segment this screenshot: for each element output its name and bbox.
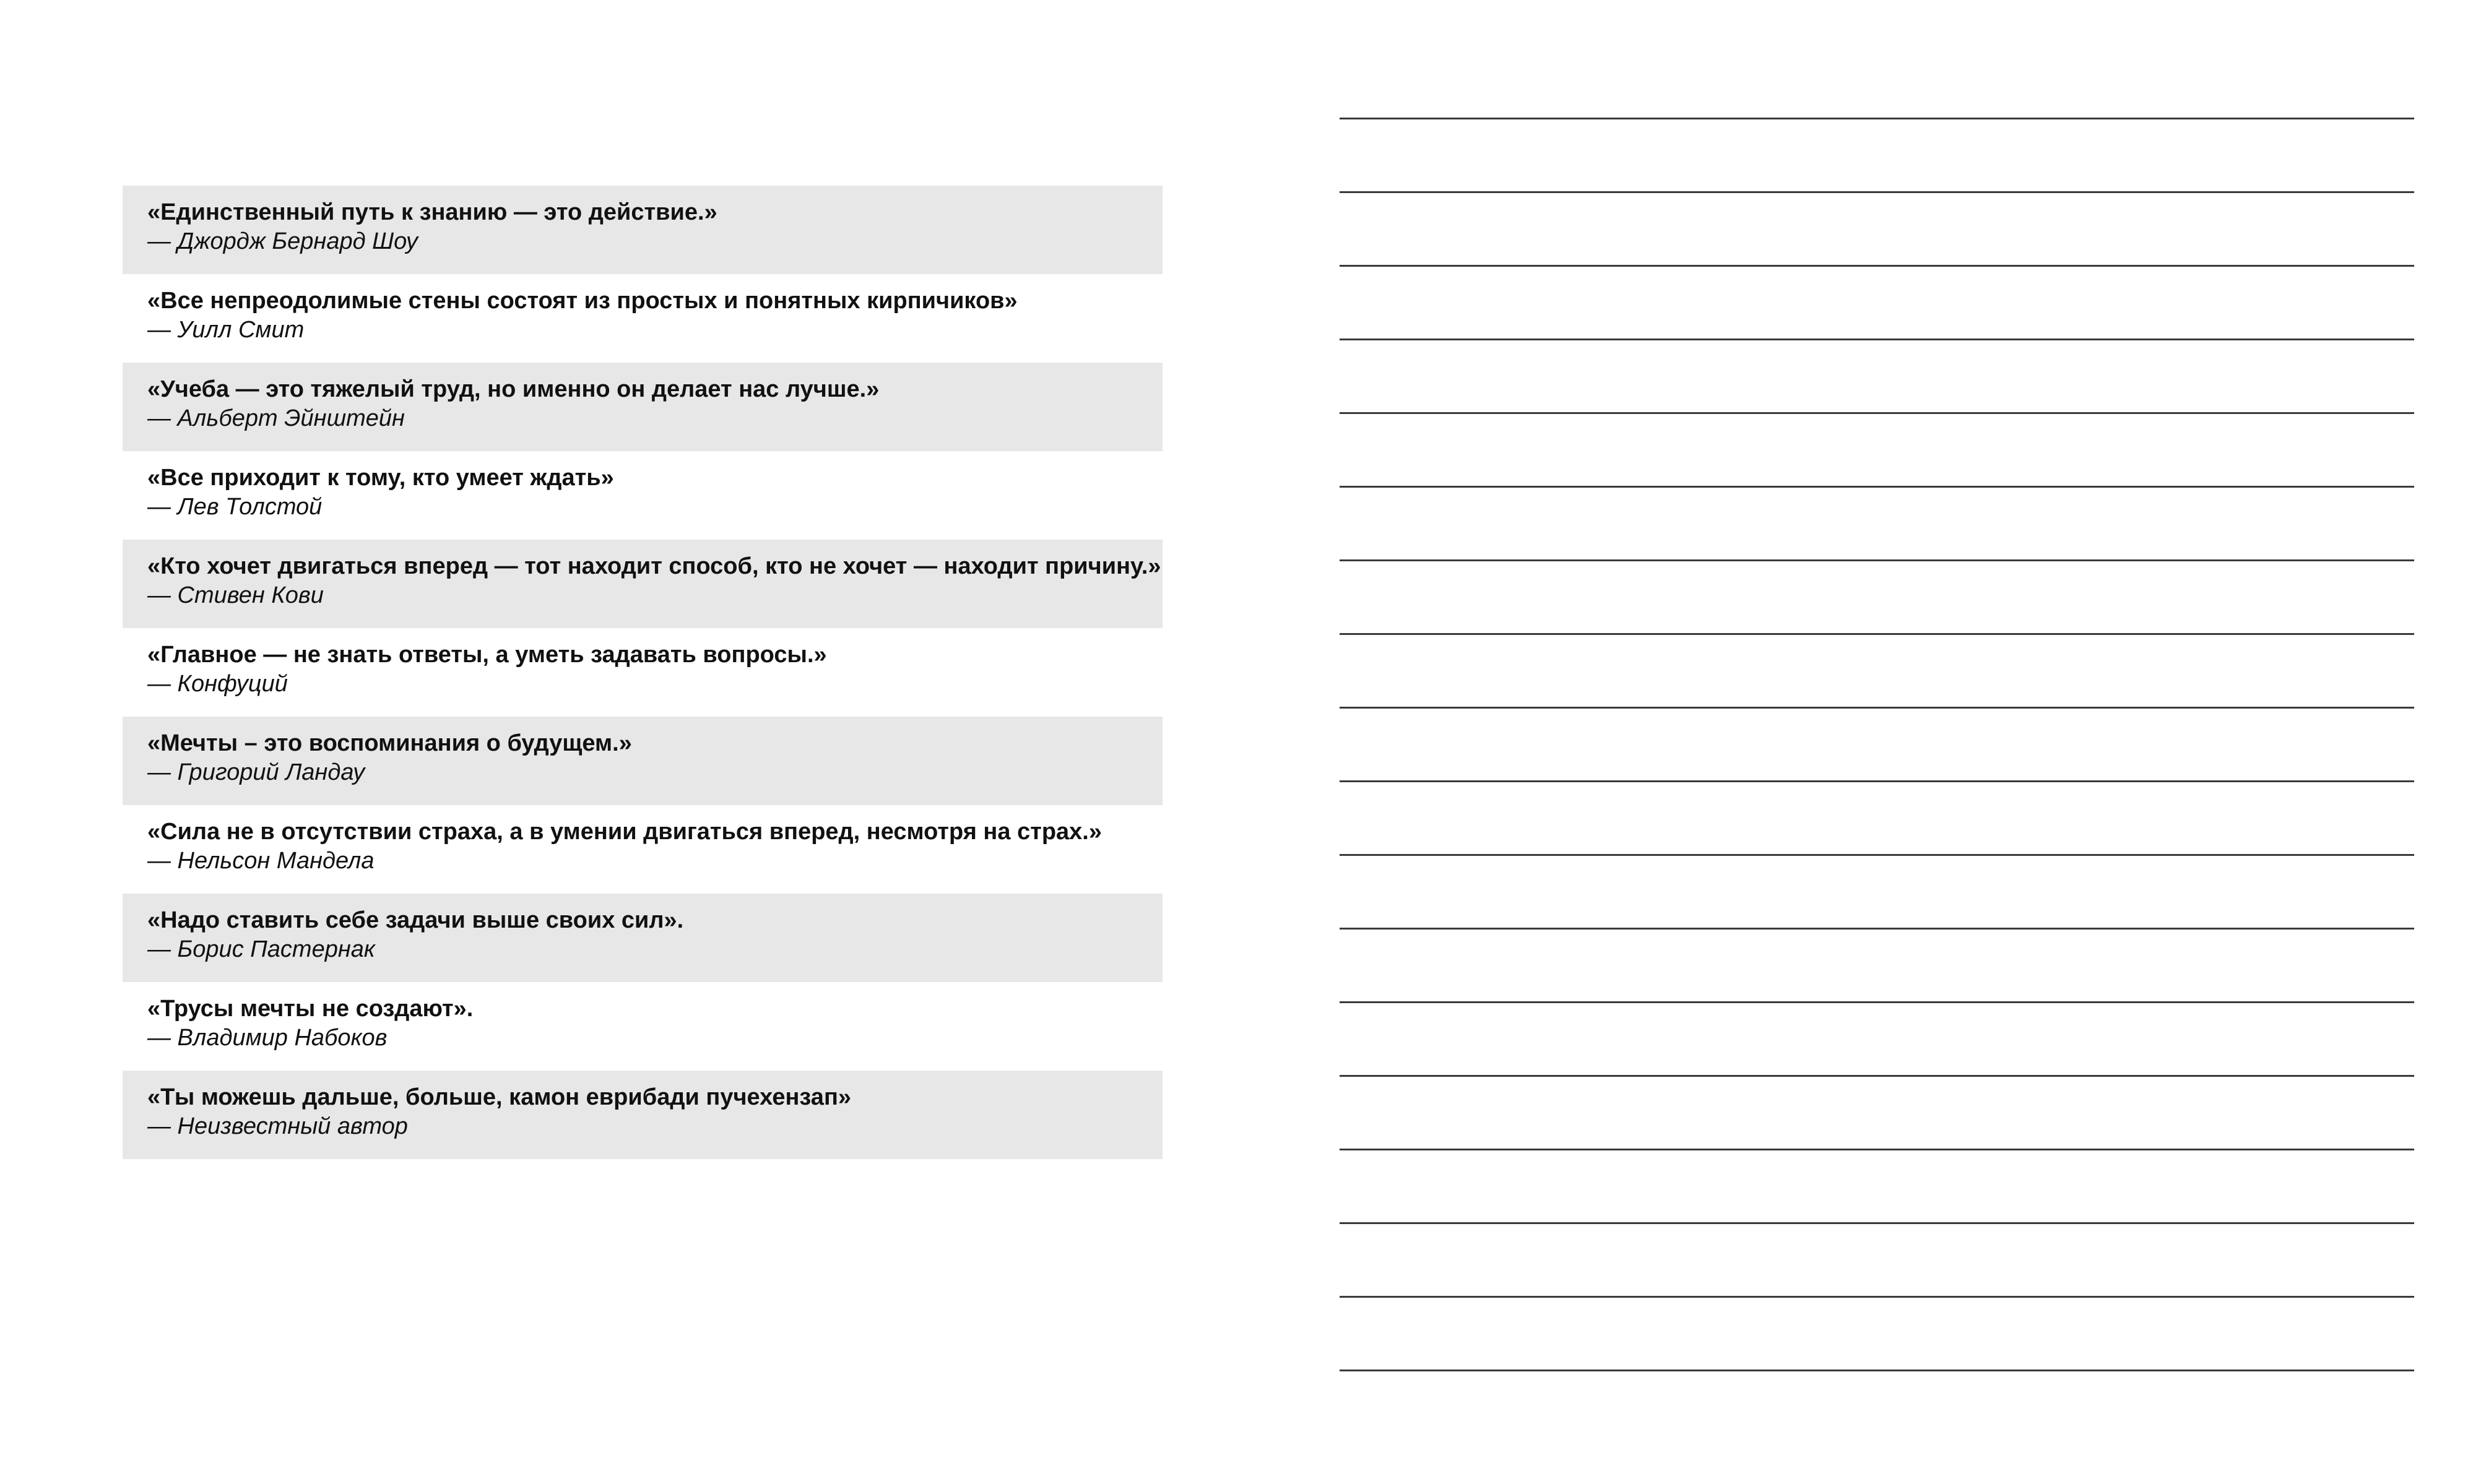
note-line[interactable] (1340, 118, 2414, 191)
note-line[interactable] (1340, 1222, 2414, 1296)
quote-author: — Конфуций (147, 671, 288, 697)
quote-author: — Владимир Набоков (147, 1025, 388, 1051)
quote-item-5 (123, 540, 1163, 628)
quotes-list (123, 186, 1163, 1159)
note-line[interactable] (1340, 633, 2414, 707)
note-line[interactable] (1340, 854, 2414, 928)
quote-text: «Единственный путь к знанию — это действие.» (147, 199, 717, 225)
quote-author: — Неизвестный автор (147, 1113, 408, 1139)
quote-text: «Надо ставить себе задачи выше своих сил». (147, 907, 684, 933)
note-line[interactable] (1340, 1370, 2414, 1443)
notes-lines (1340, 118, 2414, 1443)
note-line[interactable] (1340, 1075, 2414, 1149)
quote-item-6 (123, 628, 1163, 717)
quote-text: «Все приходит к тому, кто умеет ждать» (147, 465, 614, 491)
quote-text: «Кто хочет двигаться вперед — тот находит способ, кто не хочет — находит причину.» (147, 553, 1161, 579)
quote-text: «Главное — не знать ответы, а уметь задавать вопросы.» (147, 642, 827, 668)
quote-item-7 (123, 717, 1163, 805)
note-line[interactable] (1340, 707, 2414, 780)
quote-text: «Учеба — это тяжелый труд, но именно он делает нас лучше.» (147, 376, 880, 402)
quote-author: — Борис Пастернак (147, 936, 375, 962)
quote-text: «Мечты – это воспоминания о будущем.» (147, 730, 632, 756)
note-line[interactable] (1340, 265, 2414, 339)
note-line[interactable] (1340, 486, 2414, 559)
note-line[interactable] (1340, 928, 2414, 1001)
quote-author: — Нельсон Мандела (147, 848, 375, 874)
note-line[interactable] (1340, 1296, 2414, 1370)
quote-author: — Альберт Эйнштейн (147, 405, 405, 431)
quote-author: — Григорий Ландау (147, 759, 365, 785)
quote-text: «Трусы мечты не создают». (147, 996, 474, 1022)
quote-author: — Уилл Смит (147, 317, 305, 343)
quote-item-3 (123, 363, 1163, 451)
quote-item-1 (123, 186, 1163, 274)
note-line[interactable] (1340, 191, 2414, 265)
quote-item-10 (123, 982, 1163, 1071)
quote-author: — Стивен Кови (147, 582, 324, 608)
quote-text: «Сила не в отсутствии страха, а в умении двигаться вперед, несмотря на страх.» (147, 819, 1102, 845)
note-line[interactable] (1340, 412, 2414, 486)
quote-item-4 (123, 451, 1163, 540)
quote-text: «Все непреодолимые стены состоят из простых и понятных кирпичиков» (147, 288, 1018, 314)
quote-item-2 (123, 274, 1163, 363)
note-line[interactable] (1340, 559, 2414, 633)
note-line[interactable] (1340, 339, 2414, 412)
quote-author: — Джордж Бернард Шоу (147, 228, 418, 254)
note-line[interactable] (1340, 1149, 2414, 1222)
quote-text: «Ты можешь дальше, больше, камон еврибади пучехензап» (147, 1084, 852, 1110)
quote-item-8 (123, 805, 1163, 894)
quote-item-11 (123, 1071, 1163, 1159)
quote-author: — Лев Толстой (147, 494, 323, 520)
note-line[interactable] (1340, 780, 2414, 854)
note-line[interactable] (1340, 1001, 2414, 1075)
quote-item-9 (123, 894, 1163, 982)
